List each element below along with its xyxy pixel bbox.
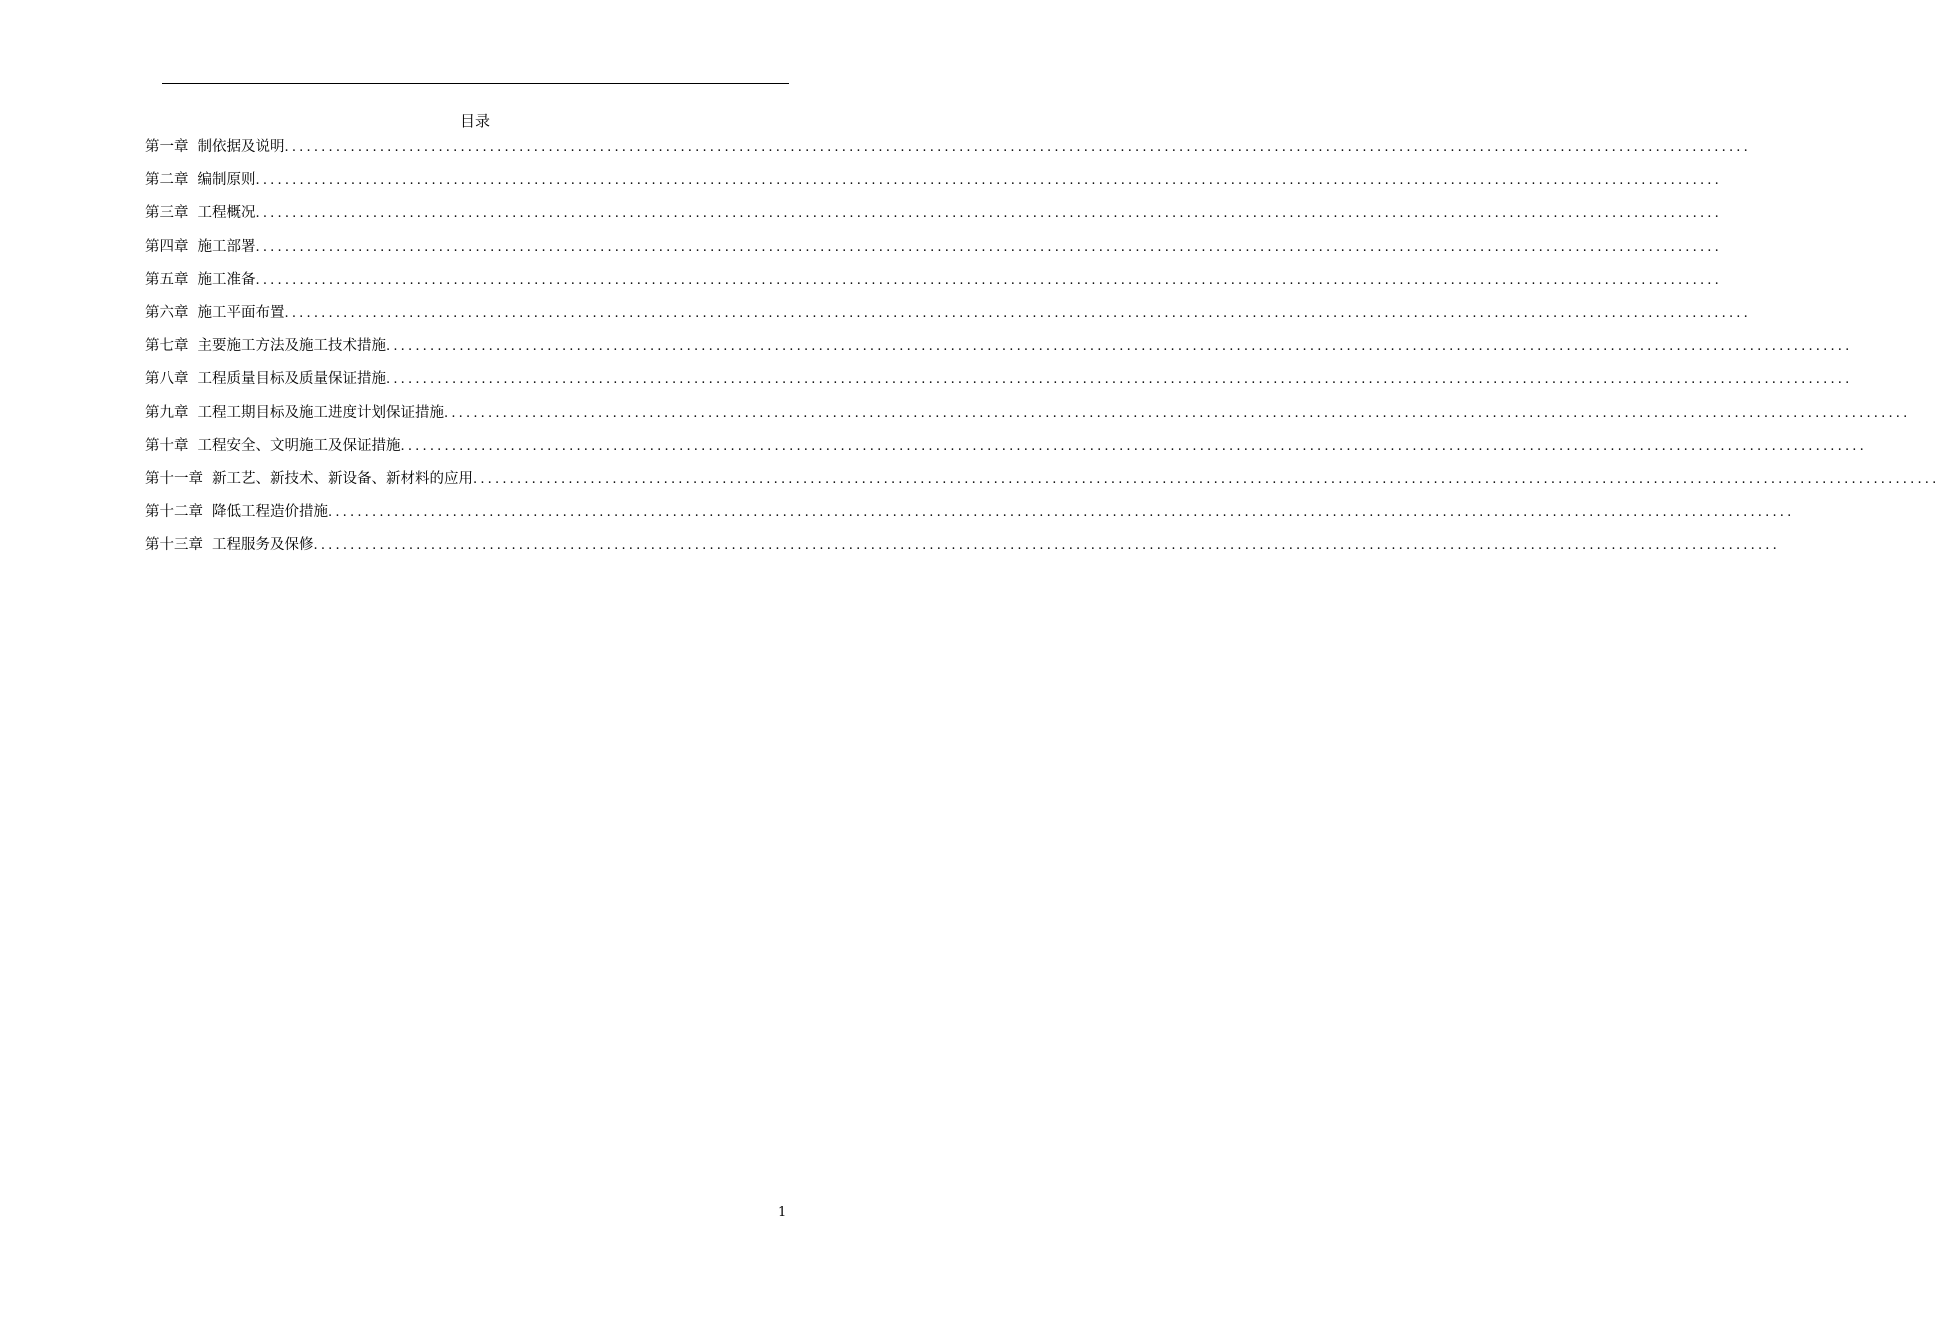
toc-entry[interactable] bbox=[145, 169, 1722, 202]
toc-chapter-number: 第四章 bbox=[145, 238, 189, 255]
toc-dot-leader: ........................................................................................................................................................................................................ bbox=[328, 505, 1795, 521]
toc-chapter-title: 主要施工方法及施工技术措施 bbox=[197, 338, 386, 355]
toc-chapter-number: 第一章 bbox=[145, 139, 189, 155]
toc-chapter-number: 第五章 bbox=[145, 271, 189, 288]
toc-dot-leader: ........................................................................................................................................................................................................ bbox=[313, 538, 1780, 554]
toc-entry[interactable] bbox=[145, 368, 1853, 401]
toc-chapter-number: 第十一章 bbox=[145, 470, 203, 487]
toc-chapter-title: 编制原则 bbox=[197, 172, 256, 189]
toc-dot-leader: ........................................................................................................................................................................................................ bbox=[473, 471, 1939, 487]
toc-chapter-title: 工程服务及保修 bbox=[212, 537, 314, 554]
toc-dot-leader: ........................................................................................................................................................................................................ bbox=[444, 405, 1911, 421]
header-rule bbox=[162, 83, 789, 84]
toc-chapter-title: 施工平面布置 bbox=[197, 304, 285, 321]
toc-entry[interactable] bbox=[145, 302, 1751, 335]
toc-chapter-title: 工程概况 bbox=[197, 205, 256, 222]
toc-chapter-number: 第三章 bbox=[145, 205, 189, 222]
toc-chapter-number: 第八章 bbox=[145, 371, 189, 388]
toc-chapter-title: 工程工期目标及施工进度计划保证措施 bbox=[197, 404, 444, 421]
toc-title: 目录 bbox=[459, 112, 490, 130]
toc-chapter-title: 制依据及说明 bbox=[197, 139, 285, 155]
toc-chapter-title: 工程安全、文明施工及保证措施 bbox=[197, 437, 401, 454]
toc-chapter-title: 工程质量目标及质量保证措施 bbox=[197, 371, 386, 388]
toc-entry[interactable] bbox=[145, 468, 1939, 501]
toc-dot-leader: ........................................................................................................................................................................................................ bbox=[255, 272, 1722, 288]
table-of-contents bbox=[145, 136, 1939, 567]
toc-chapter-number: 第六章 bbox=[145, 304, 189, 321]
toc-entry[interactable] bbox=[145, 402, 1911, 435]
toc-dot-leader: ........................................................................................................................................................................................................ bbox=[255, 173, 1722, 189]
toc-chapter-number: 第十三章 bbox=[145, 537, 203, 554]
toc-entry[interactable] bbox=[145, 534, 1780, 567]
toc-dot-leader: ........................................................................................................................................................................................................ bbox=[284, 305, 1751, 321]
toc-chapter-title: 施工准备 bbox=[197, 271, 256, 288]
toc-dot-leader: ........................................................................................................................................................................................................ bbox=[400, 438, 1867, 454]
toc-chapter-number: 第二章 bbox=[145, 172, 189, 189]
page-number: 1 bbox=[778, 1205, 787, 1220]
toc-chapter-number: 第十二章 bbox=[145, 504, 203, 521]
toc-chapter-number: 第七章 bbox=[145, 338, 189, 355]
toc-chapter-title: 施工部署 bbox=[197, 238, 256, 255]
toc-entry[interactable] bbox=[145, 435, 1867, 468]
toc-dot-leader: ........................................................................................................................................................................................................ bbox=[255, 239, 1722, 255]
toc-entry[interactable] bbox=[145, 335, 1853, 368]
toc-dot-leader: ........................................................................................................................................................................................................ bbox=[284, 140, 1751, 155]
toc-dot-leader: ........................................................................................................................................................................................................ bbox=[386, 372, 1853, 388]
toc-entry[interactable] bbox=[145, 269, 1722, 302]
toc-entry[interactable] bbox=[145, 136, 1751, 169]
toc-dot-leader: ........................................................................................................................................................................................................ bbox=[386, 339, 1853, 355]
toc-entry[interactable] bbox=[145, 202, 1722, 235]
toc-chapter-title: 新工艺、新技术、新设备、新材料的应用 bbox=[212, 470, 473, 487]
toc-entry[interactable] bbox=[145, 501, 1795, 534]
toc-chapter-number: 第九章 bbox=[145, 404, 189, 421]
toc-chapter-number: 第十章 bbox=[145, 437, 189, 454]
toc-dot-leader: ........................................................................................................................................................................................................ bbox=[255, 206, 1722, 222]
toc-entry[interactable] bbox=[145, 236, 1722, 269]
toc-chapter-title: 降低工程造价措施 bbox=[212, 504, 328, 521]
